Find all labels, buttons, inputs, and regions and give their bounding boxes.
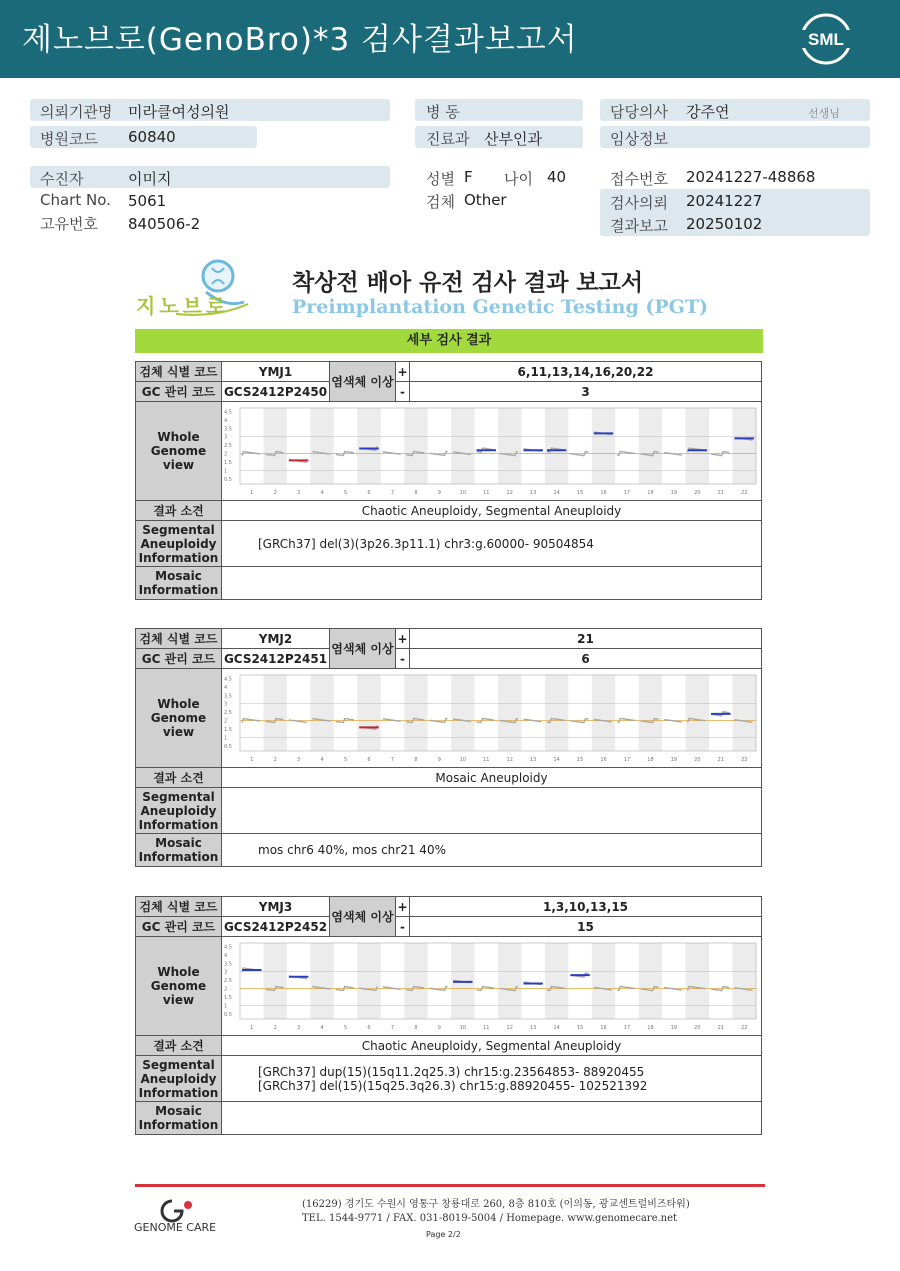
y-tick-label: 2.5 — [224, 443, 232, 450]
chromosome-tick-label: 10 — [459, 1025, 467, 1031]
chromosome-band — [686, 408, 709, 484]
chromosome-tick-label: 6 — [367, 1025, 371, 1031]
genome-view-cell — [222, 937, 762, 1036]
chromosome-tick-label: 16 — [600, 757, 607, 763]
chromosome-tick-label: 13 — [529, 1025, 537, 1031]
chromosome-tick-label: 5 — [343, 490, 348, 496]
chromosome-tick-label: 8 — [414, 1025, 418, 1031]
ward-label: 병 동 — [426, 103, 460, 121]
plus-chromosomes: 21 — [410, 629, 762, 649]
y-tick-label: 4.5 — [224, 944, 232, 951]
chromosome-tick-label: 20 — [694, 1025, 701, 1031]
chromosome-band — [592, 408, 615, 484]
y-tick-label: 4.5 — [224, 676, 232, 683]
y-tick-label: 2 — [224, 451, 228, 458]
sex-value: F — [464, 168, 473, 186]
segmental-value — [222, 1056, 762, 1102]
footer-contact-line: TEL. 1544-9771 / FAX. 031-8019-5004 / Homepage. www.genomecare.net — [302, 1213, 678, 1224]
segmental-value — [222, 521, 762, 567]
chromosome-band — [357, 943, 380, 1019]
mosaic-line: mos chr6 40%, mos chr21 40% — [258, 843, 446, 857]
y-tick-label: 1.5 — [224, 727, 232, 734]
finding-label: 결과 소견 — [136, 501, 222, 521]
genome-view-label: Whole Genome view — [136, 669, 222, 768]
chromosome-band — [498, 943, 521, 1019]
doctor-suffix: 선생님 — [808, 107, 840, 120]
chromosome-tick-label: 7 — [390, 1025, 395, 1031]
chromosome-tick-label: 17 — [623, 1025, 631, 1031]
finding-value: Chaotic Aneuploidy, Segmental Aneuploidy — [222, 501, 762, 521]
chromosome-band — [263, 675, 286, 751]
chromosome-band — [357, 675, 380, 751]
chromosome-tick-label: 9 — [437, 757, 441, 763]
chromosome-band — [545, 408, 568, 484]
chromosome-band — [592, 943, 615, 1019]
segmental-line: [GRCh37] dup(15)(15q11.2q25.3) chr15:g.23564853- 88920455 — [258, 1064, 645, 1079]
y-tick-label: 3 — [224, 701, 228, 708]
finding-label: 결과 소견 — [136, 768, 222, 788]
chromosome-tick-label: 2 — [273, 490, 277, 496]
receipt-value: 20241227-48868 — [686, 168, 816, 186]
chromosome-band — [404, 943, 427, 1019]
page-number: Page 2/2 — [426, 1230, 461, 1239]
chromosome-tick-label: 11 — [483, 1025, 490, 1031]
chromosome-tick-label: 15 — [576, 490, 584, 496]
report-header-title: 제노브로(GenoBro)*3 검사결과보고서 — [22, 22, 578, 58]
chromosome-tick-label: 20 — [694, 490, 701, 496]
report-title: 착상전 배아 유전 검사 결과 보고서 — [292, 270, 644, 296]
chromosome-tick-label: 22 — [741, 757, 748, 763]
chromosome-tick-label: 18 — [647, 490, 654, 496]
sample-code-label: 검체 식별 코드 — [136, 362, 222, 382]
hospital-code-label: 병원코드 — [40, 130, 98, 148]
plus-label: + — [396, 897, 410, 917]
chromosome-tick-label: 3 — [297, 757, 301, 763]
y-tick-label: 2.5 — [224, 710, 232, 717]
y-tick-label: 3.5 — [224, 961, 232, 968]
chromosome-tick-label: 9 — [437, 490, 441, 496]
report-subtitle: Preimplantation Genetic Testing (PGT) — [292, 296, 708, 318]
chromosome-band — [451, 408, 474, 484]
chromosome-band — [639, 943, 662, 1019]
chromosome-tick-label: 19 — [670, 757, 678, 763]
dept-label: 진료과 — [426, 130, 470, 148]
chromosome-tick-label: 3 — [297, 1025, 301, 1031]
chromosome-tick-label: 17 — [623, 757, 631, 763]
chart-label: Chart No. — [40, 191, 111, 209]
report-date-value: 20250102 — [686, 215, 763, 233]
chromosome-band — [310, 943, 333, 1019]
chromosome-tick-label: 21 — [717, 490, 725, 496]
plus-chromosomes: 6,11,13,14,16,20,22 — [410, 362, 762, 382]
chromosome-band — [545, 675, 568, 751]
genobro-logo-text: 지노브로 — [136, 294, 230, 318]
chromosome-tick-label: 18 — [647, 757, 654, 763]
hospital-code-value: 60840 — [128, 128, 176, 146]
chromosome-band — [686, 675, 709, 751]
chromosome-tick-label: 6 — [367, 490, 371, 496]
y-tick-label: 0.5 — [224, 1011, 232, 1018]
minus-chromosomes: 6 — [410, 649, 762, 669]
chromosome-tick-label: 1 — [250, 757, 254, 763]
chromosome-tick-label: 4 — [320, 490, 324, 496]
mosaic-label: Mosaic Information — [136, 1102, 222, 1135]
unique-id-label: 고유번호 — [40, 215, 98, 233]
chromosome-tick-label: 1 — [250, 490, 254, 496]
y-tick-label: 4.5 — [224, 409, 232, 416]
chromosome-band — [498, 408, 521, 484]
chromosome-tick-label: 13 — [529, 757, 537, 763]
gc-code-value: GCS2412P2451 — [222, 649, 330, 669]
chromosome-tick-label: 15 — [576, 757, 584, 763]
age-label: 나이 — [504, 170, 533, 188]
y-tick-label: 3.5 — [224, 426, 232, 433]
y-tick-label: 2 — [224, 986, 228, 993]
chromosome-tick-label: 11 — [483, 490, 490, 496]
chromosome-tick-label: 3 — [297, 490, 301, 496]
chromosome-tick-label: 12 — [506, 490, 513, 496]
y-tick-label: 1.5 — [224, 995, 232, 1002]
chromosome-band — [404, 408, 427, 484]
genome-view-plot — [222, 669, 762, 767]
gc-code-label: GC 관리 코드 — [136, 917, 222, 937]
chromosome-band — [733, 408, 756, 484]
sample-code-value: YMJ1 — [222, 362, 330, 382]
doctor-value: 강주연 — [686, 103, 730, 121]
receipt-label: 접수번호 — [610, 170, 668, 188]
chromosome-tick-label: 9 — [437, 1025, 441, 1031]
chromosome-tick-label: 10 — [459, 757, 467, 763]
chromosome-tick-label: 14 — [553, 757, 560, 763]
chromosome-tick-label: 8 — [414, 757, 418, 763]
institution-label: 의뢰기관명 — [40, 103, 113, 121]
footer-address — [302, 1198, 690, 1226]
y-tick-label: 1 — [224, 1003, 228, 1010]
finding-value: Chaotic Aneuploidy, Segmental Aneuploidy — [222, 1036, 762, 1056]
sml-logo — [798, 12, 854, 66]
sample-code-label: 검체 식별 코드 — [136, 629, 222, 649]
chromosome-tick-label: 12 — [506, 1025, 513, 1031]
y-tick-label: 1 — [224, 468, 228, 475]
mosaic-value — [222, 567, 762, 600]
chromosome-tick-label: 14 — [553, 1025, 560, 1031]
chromosome-band — [310, 408, 333, 484]
result-table — [135, 628, 762, 867]
chromosome-tick-label: 2 — [273, 1025, 277, 1031]
segmental-value — [222, 788, 762, 834]
y-tick-label: 4 — [224, 952, 228, 959]
plus-chromosomes: 1,3,10,13,15 — [410, 897, 762, 917]
minus-chromosomes: 3 — [410, 382, 762, 402]
gc-code-value: GCS2412P2450 — [222, 382, 330, 402]
genome-view-plot — [222, 937, 762, 1035]
chromosome-band — [404, 675, 427, 751]
y-tick-label: 3 — [224, 434, 228, 441]
request-value: 20241227 — [686, 192, 763, 210]
chart-value: 5061 — [128, 192, 167, 210]
finding-value: Mosaic Aneuploidy — [222, 768, 762, 788]
chromosome-band — [498, 675, 521, 751]
y-tick-label: 4 — [224, 417, 228, 424]
sample-code-value: YMJ3 — [222, 897, 330, 917]
sample-code-label: 검체 식별 코드 — [136, 897, 222, 917]
section-title: 세부 검사 결과 — [135, 329, 763, 353]
y-tick-label: 1.5 — [224, 460, 232, 467]
mosaic-value — [222, 1102, 762, 1135]
result-table — [135, 896, 762, 1135]
y-tick-label: 2 — [224, 718, 228, 725]
patient-name-label: 수진자 — [40, 170, 84, 188]
chromosome-tick-label: 19 — [670, 490, 678, 496]
chromosome-tick-label: 22 — [741, 490, 748, 496]
chromosome-band — [592, 675, 615, 751]
abnormal-label: 염색체 이상 — [330, 362, 396, 402]
chromosome-band — [733, 943, 756, 1019]
y-tick-label: 3.5 — [224, 693, 232, 700]
chromosome-tick-label: 14 — [553, 490, 560, 496]
age-value: 40 — [547, 168, 567, 186]
chromosome-tick-label: 18 — [647, 1025, 654, 1031]
clinical-label: 임상정보 — [610, 130, 668, 148]
chromosome-tick-label: 20 — [694, 757, 701, 763]
y-tick-label: 4 — [224, 684, 228, 691]
chromosome-tick-label: 7 — [390, 490, 395, 496]
chromosome-band — [451, 675, 474, 751]
sml-logo-text: SML — [808, 30, 844, 49]
minus-label: - — [396, 649, 410, 669]
specimen-value: Other — [464, 191, 507, 209]
chromosome-tick-label: 5 — [343, 757, 348, 763]
segmental-label: Segmental Aneuploidy Information — [136, 788, 222, 834]
chromosome-band — [686, 943, 709, 1019]
chromosome-band — [310, 675, 333, 751]
y-tick-label: 1 — [224, 735, 228, 742]
genome-view-plot — [222, 402, 762, 500]
plus-label: + — [396, 629, 410, 649]
footer-address-line: (16229) 경기도 수원시 영통구 창룡대로 260, 8층 810호 (이의동, 광교센트럴비즈타워) — [302, 1199, 690, 1210]
chromosome-tick-label: 19 — [670, 1025, 678, 1031]
chromosome-tick-label: 17 — [623, 490, 631, 496]
gc-code-value: GCS2412P2452 — [222, 917, 330, 937]
genome-view-label: Whole Genome view — [136, 937, 222, 1036]
report-date-label: 결과보고 — [610, 217, 668, 235]
doctor-label: 담당의사 — [610, 103, 668, 121]
chromosome-tick-label: 11 — [483, 757, 490, 763]
minus-label: - — [396, 917, 410, 937]
abnormal-label: 염색체 이상 — [330, 897, 396, 937]
chromosome-tick-label: 21 — [717, 757, 725, 763]
specimen-label: 검체 — [426, 193, 455, 211]
chromosome-band — [545, 943, 568, 1019]
segmental-line: [GRCh37] del(15)(15q25.3q26.3) chr15:g.88920455- 102521392 — [258, 1078, 648, 1093]
chromosome-tick-label: 2 — [273, 757, 277, 763]
genome-view-cell — [222, 669, 762, 768]
chromosome-tick-label: 5 — [343, 1025, 348, 1031]
chromosome-tick-label: 16 — [600, 490, 607, 496]
dept-value: 산부인과 — [484, 130, 542, 148]
chromosome-tick-label: 13 — [529, 490, 537, 496]
request-label: 검사의뢰 — [610, 194, 668, 212]
gc-code-label: GC 관리 코드 — [136, 382, 222, 402]
chromosome-tick-label: 6 — [367, 757, 371, 763]
genome-view-cell — [222, 402, 762, 501]
chromosome-band — [639, 408, 662, 484]
unique-id-value: 840506-2 — [128, 215, 201, 233]
sex-label: 성별 — [426, 170, 455, 188]
genome-view-label: Whole Genome view — [136, 402, 222, 501]
patient-name-value: 이미지 — [128, 170, 172, 188]
institution-value: 미라클여성의원 — [128, 103, 230, 121]
chromosome-band — [263, 943, 286, 1019]
mosaic-value — [222, 834, 762, 867]
y-tick-label: 0.5 — [224, 743, 232, 750]
minus-chromosomes: 15 — [410, 917, 762, 937]
abnormal-label: 염색체 이상 — [330, 629, 396, 669]
chromosome-tick-label: 16 — [600, 1025, 607, 1031]
finding-label: 결과 소견 — [136, 1036, 222, 1056]
segmental-label: Segmental Aneuploidy Information — [136, 521, 222, 567]
gc-code-label: GC 관리 코드 — [136, 649, 222, 669]
chromosome-tick-label: 4 — [320, 757, 324, 763]
chromosome-tick-label: 4 — [320, 1025, 324, 1031]
chromosome-tick-label: 1 — [250, 1025, 254, 1031]
segmental-label: Segmental Aneuploidy Information — [136, 1056, 222, 1102]
segmental-line: [GRCh37] del(3)(3p26.3p11.1) chr3:g.60000- 90504854 — [258, 536, 594, 551]
chromosome-tick-label: 8 — [414, 490, 418, 496]
plus-label: + — [396, 362, 410, 382]
sample-code-value: YMJ2 — [222, 629, 330, 649]
result-table — [135, 361, 762, 600]
chromosome-tick-label: 12 — [506, 757, 513, 763]
chromosome-band — [263, 408, 286, 484]
y-tick-label: 0.5 — [224, 476, 232, 483]
genome-care-name: GENOME CARE — [134, 1221, 217, 1234]
minus-label: - — [396, 382, 410, 402]
chromosome-band — [639, 675, 662, 751]
footer-divider — [135, 1184, 765, 1187]
report-header — [0, 0, 900, 78]
mosaic-label: Mosaic Information — [136, 567, 222, 600]
chromosome-tick-label: 7 — [390, 757, 395, 763]
chromosome-tick-label: 15 — [576, 1025, 584, 1031]
chromosome-tick-label: 22 — [741, 1025, 748, 1031]
chromosome-band — [733, 675, 756, 751]
y-tick-label: 3 — [224, 969, 228, 976]
mosaic-label: Mosaic Information — [136, 834, 222, 867]
y-tick-label: 2.5 — [224, 978, 232, 985]
chromosome-band — [357, 408, 380, 484]
chromosome-tick-label: 10 — [459, 490, 467, 496]
chromosome-tick-label: 21 — [717, 1025, 725, 1031]
